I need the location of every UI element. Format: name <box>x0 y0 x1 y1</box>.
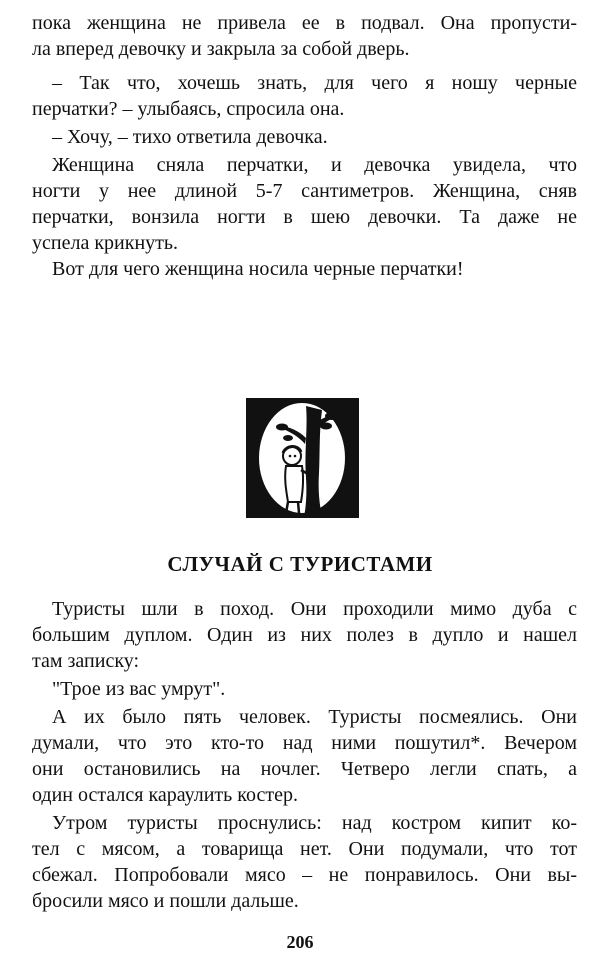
text-line: там записку: <box>32 650 140 672</box>
text-line: – Хочу, – тихо ответила девочка. <box>52 126 328 148</box>
page-number: 206 <box>286 932 314 952</box>
text-line: большим дуплом. Один из них полез в дупло и нашел <box>32 624 577 646</box>
text-line: ла вперед девочку и закрыла за собой дверь. <box>32 38 410 60</box>
text-line: думали, что это кто-то над ними пошутил*. Вечером <box>32 732 577 754</box>
paragraph-5 <box>32 256 577 282</box>
chapter-title: СЛУЧАЙ С ТУРИСТАМИ <box>167 552 433 576</box>
paragraph-3 <box>32 124 577 150</box>
paragraph-6 <box>32 596 577 674</box>
text-line: один остался караулить костер. <box>32 784 298 806</box>
text-line: Вот для чего женщина носила черные перчатки! <box>52 258 464 280</box>
paragraph-7 <box>32 676 577 702</box>
text-line: Туристы шли в поход. Они проходили мимо дуба с <box>52 598 577 620</box>
text-line: они остановились на ночлег. Четверо легли спать, а <box>32 758 577 780</box>
text-line: пока женщина не привела ее в подвал. Она пропусти- <box>32 12 577 34</box>
text-line: ногти у нее длиной 5-7 сантиметров. Женщина, сняв <box>32 180 577 202</box>
paragraph-8 <box>32 704 577 808</box>
text-line: успела крикнуть. <box>32 232 179 254</box>
text-line: перчатки, вонзила ногти в шею девочки. Та даже не <box>32 206 577 228</box>
text-line: А их было пять человек. Туристы посмеялись. Они <box>52 706 577 728</box>
paragraph-2 <box>32 70 577 122</box>
text-line: "Трое из вас умрут". <box>52 678 226 700</box>
text-line: перчатки? – улыбаясь, спросила она. <box>32 98 345 120</box>
text-line: сбежал. Попробовали мясо – не понравилось. Они вы- <box>32 864 577 886</box>
text-line: – Так что, хочешь знать, для чего я ношу черные <box>52 72 577 94</box>
text-line: Утром туристы проснулись: над костром кипит ко- <box>52 812 577 834</box>
text-line: Женщина сняла перчатки, и девочка увидела, что <box>52 154 577 176</box>
paragraph-4 <box>32 152 577 256</box>
text-line: тел с мясом, а товарища нет. Они подумали, что тот <box>32 838 577 860</box>
text-line: бросили мясо и пошли дальше. <box>32 890 299 912</box>
child-behind-tree-icon <box>246 398 359 518</box>
paragraph-9 <box>32 810 577 914</box>
paragraph-1 <box>32 10 577 62</box>
